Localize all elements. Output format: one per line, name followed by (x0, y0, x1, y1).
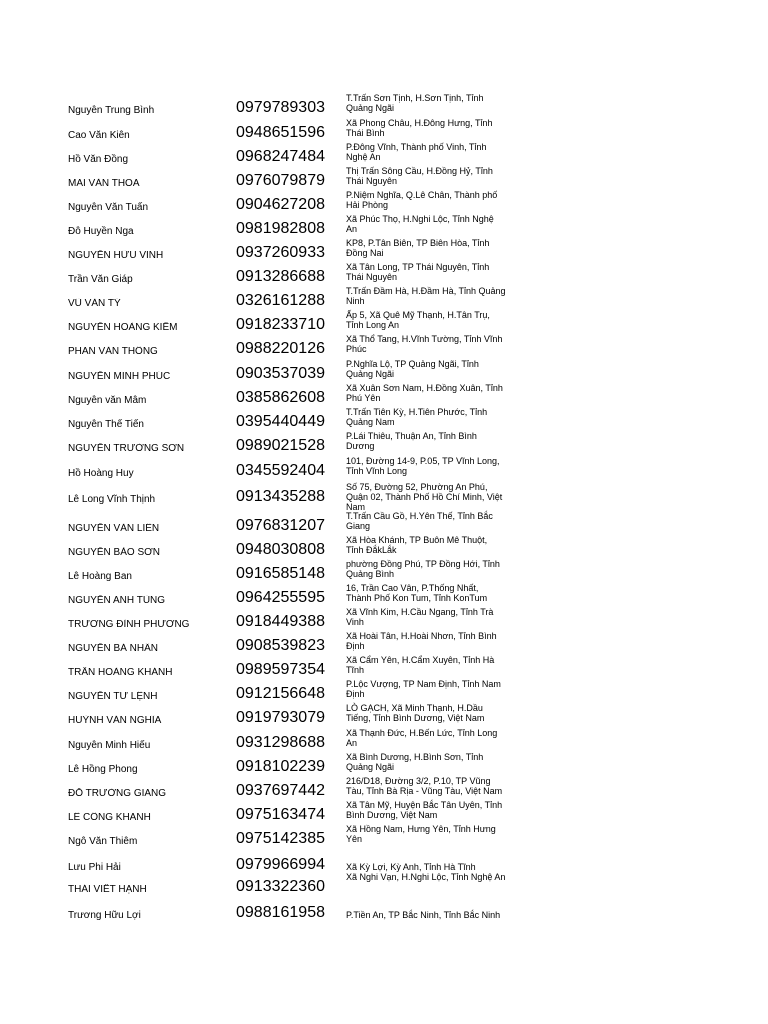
contact-name: NGUYỄN TƯ LỆNH (68, 691, 158, 702)
table-row (0, 800, 768, 824)
address-text: LÒ GẠCH, Xã Minh Thạnh, H.Dầu Tiếng, Tỉnh Bình Dương, Việt Nam (346, 703, 485, 723)
table-row (0, 166, 768, 190)
table-row (0, 631, 768, 655)
phone-number: 0913435288 (236, 488, 325, 505)
contact-name: NGUYỄN BẢO SƠN (68, 547, 160, 558)
address-text: Xã Tân Long, TP Thái Nguyên, Tỉnh Thái Nguyên (346, 262, 490, 282)
address-text: phường Đồng Phú, TP Đồng Hới, Tỉnh Quảng Bình (346, 559, 500, 579)
contact-name: Nguyễn Minh Hiếu (68, 740, 151, 751)
address-text: Xã Hồng Nam, Hưng Yên, Tỉnh Hưng Yên (346, 824, 496, 844)
table-row (0, 679, 768, 703)
table-row (0, 511, 768, 535)
phone-number: 0385862608 (236, 389, 325, 406)
phone-number: 0976831207 (236, 517, 325, 534)
phone-number: 0975142385 (236, 830, 325, 847)
table-row (0, 872, 768, 896)
table-row (0, 286, 768, 310)
table-row (0, 607, 768, 631)
phone-number: 0948651596 (236, 124, 325, 141)
contact-name: NGUYỄN HOÀNG KIẾM (68, 322, 178, 333)
table-row (0, 142, 768, 166)
table-row (0, 776, 768, 800)
contact-name: Đỗ Huyền Nga (68, 226, 134, 237)
phone-number: 0919793079 (236, 709, 325, 726)
contact-name: THÁI VIẾT HẠNH (68, 884, 147, 895)
table-row (0, 407, 768, 431)
address-text: Xã Bình Dương, H.Bình Sơn, Tỉnh Quảng Ngãi (346, 752, 484, 772)
address-text: Xã Phúc Thọ, H.Nghi Lộc, Tỉnh Nghệ An (346, 214, 494, 234)
phone-number: 0916585148 (236, 565, 325, 582)
address-text: Thị Trấn Sông Cầu, H.Đồng Hỷ, Tỉnh Thái Nguyên (346, 166, 493, 186)
address-text: Xã Thổ Tang, H.Vĩnh Tường, Tỉnh Vĩnh Phúc (346, 334, 503, 354)
phone-number: 0976079879 (236, 172, 325, 189)
phone-number: 0975163474 (236, 806, 325, 823)
table-row (0, 118, 768, 142)
contact-name: Lê Hồng Phong (68, 764, 138, 775)
address-text: T.Trấn Đầm Hà, H.Đầm Hà, Tỉnh Quảng Ninh (346, 286, 506, 306)
address-text: 16, Trần Cao Vân, P.Thống Nhất, Thành Phố Kon Tum, Tỉnh KonTum (346, 583, 488, 603)
contact-name: Cao Văn Kiên (68, 130, 130, 141)
contact-name: Lê Hoàng Ban (68, 571, 132, 582)
address-text: T.Trấn Cầu Gồ, H.Yên Thế, Tỉnh Bắc Giang (346, 511, 493, 531)
contact-name: TRƯƠNG ĐÌNH PHƯƠNG (68, 619, 190, 630)
table-row (0, 238, 768, 262)
contact-name: NGUYỄN TRƯỜNG SƠN (68, 443, 185, 454)
address-text: P.Lái Thiêu, Thuận An, Tỉnh Bình Dương (346, 431, 477, 451)
address-text: Xã Xuân Sơn Nam, H.Đồng Xuân, Tỉnh Phú Yên (346, 383, 503, 403)
phone-number: 0979789303 (236, 99, 325, 116)
phone-number: 0989021528 (236, 437, 325, 454)
phone-number: 0979966994 (236, 856, 325, 873)
phone-number: 0913286688 (236, 268, 325, 285)
address-text: P.Đông Vĩnh, Thành phố Vinh, Tỉnh Nghệ An (346, 142, 487, 162)
contact-name: Trương Hữu Lợi (68, 910, 141, 921)
table-row (0, 383, 768, 407)
phone-number: 0964255595 (236, 589, 325, 606)
phone-number: 0395440449 (236, 413, 325, 430)
table-row (0, 703, 768, 727)
address-text: 101, Đường 14-9, P.05, TP Vĩnh Long, Tỉnh Vĩnh Long (346, 456, 500, 476)
address-text: Xã Hoài Tân, H.Hoài Nhơn, Tỉnh Bình Định (346, 631, 497, 651)
contact-name: VŨ VĂN TÝ (68, 298, 121, 309)
contact-name: NGUYỄN MINH PHÚC (68, 371, 171, 382)
contact-name: MAI VĂN THOA (68, 178, 140, 189)
contact-name: NGUYỄN ANH TÙNG (68, 595, 166, 606)
table-row (0, 850, 768, 874)
contact-name: Nguyễn Trung Bình (68, 105, 155, 116)
contact-name: Nguyễn Thế Tiến (68, 419, 144, 430)
address-text: Xã Cẩm Yên, H.Cẩm Xuyên, Tỉnh Hà Tĩnh (346, 655, 495, 675)
contact-name: Lưu Phi Hải (68, 862, 121, 873)
table-row (0, 824, 768, 848)
address-text: Xã Nghi Vạn, H.Nghi Lộc, Tỉnh Nghệ An (346, 872, 506, 882)
table-row (0, 214, 768, 238)
address-text: T.Trấn Tiên Kỳ, H.Tiên Phước, Tỉnh Quảng Nam (346, 407, 488, 427)
address-text: P.Nghĩa Lộ, TP Quảng Ngãi, Tỉnh Quảng Ngãi (346, 359, 479, 379)
table-row (0, 431, 768, 455)
table-row (0, 898, 768, 922)
phone-number: 0903537039 (236, 365, 325, 382)
phone-number: 0908539823 (236, 637, 325, 654)
contact-name: PHAN VĂN THÔNG (68, 346, 158, 357)
contact-name: NGUYỄN BÁ NHÂN (68, 643, 159, 654)
contact-name: TRẦN HOÀNG KHÁNH (68, 667, 173, 678)
contact-name: NGUYỄN HỮU VINH (68, 250, 164, 261)
table-row (0, 655, 768, 679)
address-text: Xã Kỳ Lợi, Kỳ Anh, Tỉnh Hà Tĩnh (346, 862, 476, 872)
phone-number: 0988161958 (236, 904, 325, 921)
contact-name: Trần Văn Giáp (68, 274, 133, 285)
contact-name: Nguyễn Văn Tuấn (68, 202, 149, 213)
address-text: P.Lộc Vượng, TP Nam Định, Tỉnh Nam Định (346, 679, 501, 699)
phone-number: 0989597354 (236, 661, 325, 678)
table-row (0, 190, 768, 214)
phone-number: 0918233710 (236, 316, 325, 333)
contact-name: Ngô Văn Thiêm (68, 836, 138, 847)
address-text: Xã Hòa Khánh, TP Buôn Mê Thuột, Tỉnh ĐắkLắk (346, 535, 488, 555)
table-row (0, 262, 768, 286)
contact-name: Nguyễn văn Mâm (68, 395, 147, 406)
address-text: Số 75, Đường 52, Phường An Phú, Quận 02, Thành Phố Hồ Chí Minh, Việt Nam (346, 482, 503, 512)
phone-number: 0912156648 (236, 685, 325, 702)
table-row (0, 559, 768, 583)
table-row (0, 310, 768, 334)
contact-name: LÊ CÔNG KHANH (68, 812, 151, 823)
table-row (0, 482, 768, 512)
table-row (0, 583, 768, 607)
address-text: KP8, P.Tân Biên, TP Biên Hòa, Tỉnh Đồng Nai (346, 238, 490, 258)
phone-number: 0904627208 (236, 196, 325, 213)
phone-number: 0937697442 (236, 782, 325, 799)
phone-number: 0937260933 (236, 244, 325, 261)
table-row (0, 93, 768, 117)
phone-number: 0931298688 (236, 734, 325, 751)
phone-number: 0918102239 (236, 758, 325, 775)
contact-name: Lê Long Vĩnh Thịnh (68, 494, 156, 505)
contact-name: NGUYỄN VĂN LIÊN (68, 523, 160, 534)
table-row (0, 456, 768, 480)
address-text: 216/D18, Đường 3/2, P.10, TP Vũng Tàu, Tỉnh Bà Rịa - Vũng Tàu, Việt Nam (346, 776, 503, 796)
contact-name: Hồ Hoàng Huy (68, 468, 134, 479)
address-text: P.Niệm Nghĩa, Q.Lê Chân, Thành phố Hải Phòng (346, 190, 498, 210)
phone-number: 0918449388 (236, 613, 325, 630)
address-text: Xã Vĩnh Kim, H.Cầu Ngang, Tỉnh Trà Vinh (346, 607, 494, 627)
phone-number: 0968247484 (236, 148, 325, 165)
phone-number: 0326161288 (236, 292, 325, 309)
table-row (0, 752, 768, 776)
phone-number: 0988220126 (236, 340, 325, 357)
table-row (0, 728, 768, 752)
address-text: P.Tiền An, TP Bắc Ninh, Tỉnh Bắc Ninh (346, 910, 501, 920)
contact-name: Hồ Văn Đồng (68, 154, 129, 165)
phone-number: 0345592404 (236, 462, 325, 479)
address-text: Xã Thạnh Đức, H.Bến Lức, Tỉnh Long An (346, 728, 498, 748)
contact-name: ĐỖ TRƯỜNG GIANG (68, 788, 167, 799)
table-row (0, 359, 768, 383)
address-text: T.Trấn Sơn Tịnh, H.Sơn Tịnh, Tỉnh Quảng Ngãi (346, 93, 484, 113)
phone-number: 0981982808 (236, 220, 325, 237)
address-text: Ấp 5, Xã Quê Mỹ Thạnh, H.Tân Trụ, Tỉnh Long An (346, 310, 490, 330)
contact-name: HUỲNH VĂN NGHĨA (68, 715, 162, 726)
table-row (0, 535, 768, 559)
address-text: Xã Tân Mỹ, Huyện Bắc Tân Uyên, Tỉnh Bình Dương, Việt Nam (346, 800, 503, 820)
table-row (0, 334, 768, 358)
phone-number: 0913322360 (236, 878, 325, 895)
address-text: Xã Phong Châu, H.Đông Hưng, Tỉnh Thái Bình (346, 118, 493, 138)
phone-number: 0948030808 (236, 541, 325, 558)
